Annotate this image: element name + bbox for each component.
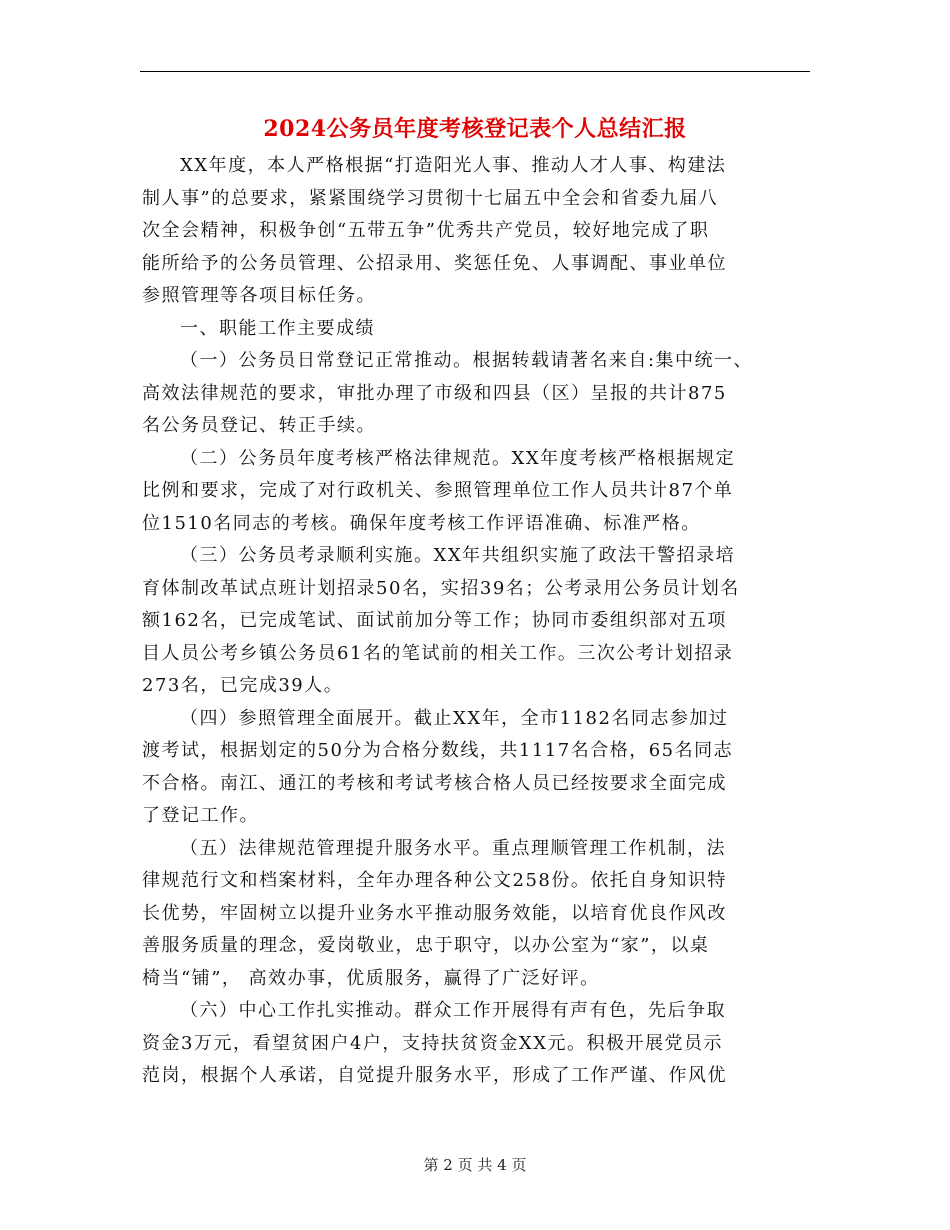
paragraph-line: 273名，已完成39人。 — [142, 675, 344, 696]
paragraph-line: 位1510名同志的考核。确保年度考核工作评语准确、标准严格。 — [142, 512, 701, 534]
paragraph-line: （三）公务员考录顺利实施。XX年共组织实施了政法干警招录培 — [180, 545, 736, 566]
paragraph-line: 额162名，已完成笔试、面试前加分等工作；协同市委组织部对五项 — [142, 610, 727, 631]
paragraph-line: 参照管理等各项目标任务。 — [142, 285, 376, 306]
document-title: 2024公务员年度考核登记表个人总结汇报 — [263, 116, 687, 142]
page-number: 第 2 页 共 4 页 — [423, 1156, 527, 1174]
paragraph-line: 长优势，牢固树立以提升业务水平推动服务效能，以培育优良作风改 — [142, 902, 727, 924]
paragraph-line: 名公务员登记、转正手续。 — [142, 415, 376, 436]
header-rule — [140, 71, 810, 72]
paragraph-line: 次全会精神，积极争创“五带五争”优秀共产党员，较好地完成了职 — [142, 220, 710, 241]
section-heading: 一、职能工作主要成绩 — [180, 317, 375, 339]
paragraph-line: 渡考试，根据划定的50分为合格分数线，共1117名合格，65名同志 — [142, 740, 734, 761]
paragraph-line: 比例和要求，完成了对行政机关、参照管理单位工作人员共计87个单 — [142, 480, 734, 501]
paragraph-line: （二）公务员年度考核严格法律规范。XX年度考核严格根据规定 — [180, 447, 736, 469]
paragraph-line: 资金3万元，看望贫困户4户，支持扶贫资金XX元。积极开展党员示 — [142, 1032, 724, 1054]
paragraph-line: XX年度，本人严格根据“打造阳光人事、推动人才人事、构建法 — [180, 155, 727, 176]
paragraph-line: （一）公务员日常登记正常推动。根据转载请著名来自:集中统一、 — [180, 350, 754, 371]
paragraph-line: 能所给予的公务员管理、公招录用、奖惩任免、人事调配、事业单位 — [142, 252, 727, 274]
paragraph-line: 律规范行文和档案材料，全年办理各种公文258份。依托自身知识特 — [142, 870, 727, 891]
paragraph-line: 高效法律规范的要求，审批办理了市级和四县（区）呈报的共计875 — [142, 382, 727, 404]
paragraph-line: 目人员公考乡镇公务员61名的笔试前的相关工作。三次公考计划招录 — [142, 642, 734, 664]
paragraph-line: 了登记工作。 — [142, 805, 259, 826]
paragraph-line: 善服务质量的理念，爱岗敬业，忠于职守，以办公室为“家”，以桌 — [142, 935, 710, 956]
paragraph-line: （五）法律规范管理提升服务水平。重点理顺管理工作机制，法 — [180, 837, 726, 859]
paragraph-line: 育体制改革试点班计划招录50名，实招39名；公考录用公务员计划名 — [142, 577, 740, 599]
paragraph-line: （四）参照管理全面展开。截止XX年，全市1182名同志参加过 — [180, 707, 729, 729]
paragraph-line: 制人事”的总要求，紧紧围绕学习贯彻十七届五中全会和省委九届八 — [142, 187, 719, 209]
paragraph-line: 范岗，根据个人承诺，自觉提升服务水平，形成了工作严谨、作风优 — [142, 1065, 727, 1086]
paragraph-line: 不合格。南江、通江的考核和考试考核合格人员已经按要求全面完成 — [142, 772, 727, 794]
paragraph-line: （六）中心工作扎实推动。群众工作开展得有声有色，先后争取 — [180, 1000, 726, 1021]
paragraph-line: 椅当“铺”， 高效办事，优质服务，赢得了广泛好评。 — [142, 967, 600, 989]
document-body — [142, 150, 832, 1093]
